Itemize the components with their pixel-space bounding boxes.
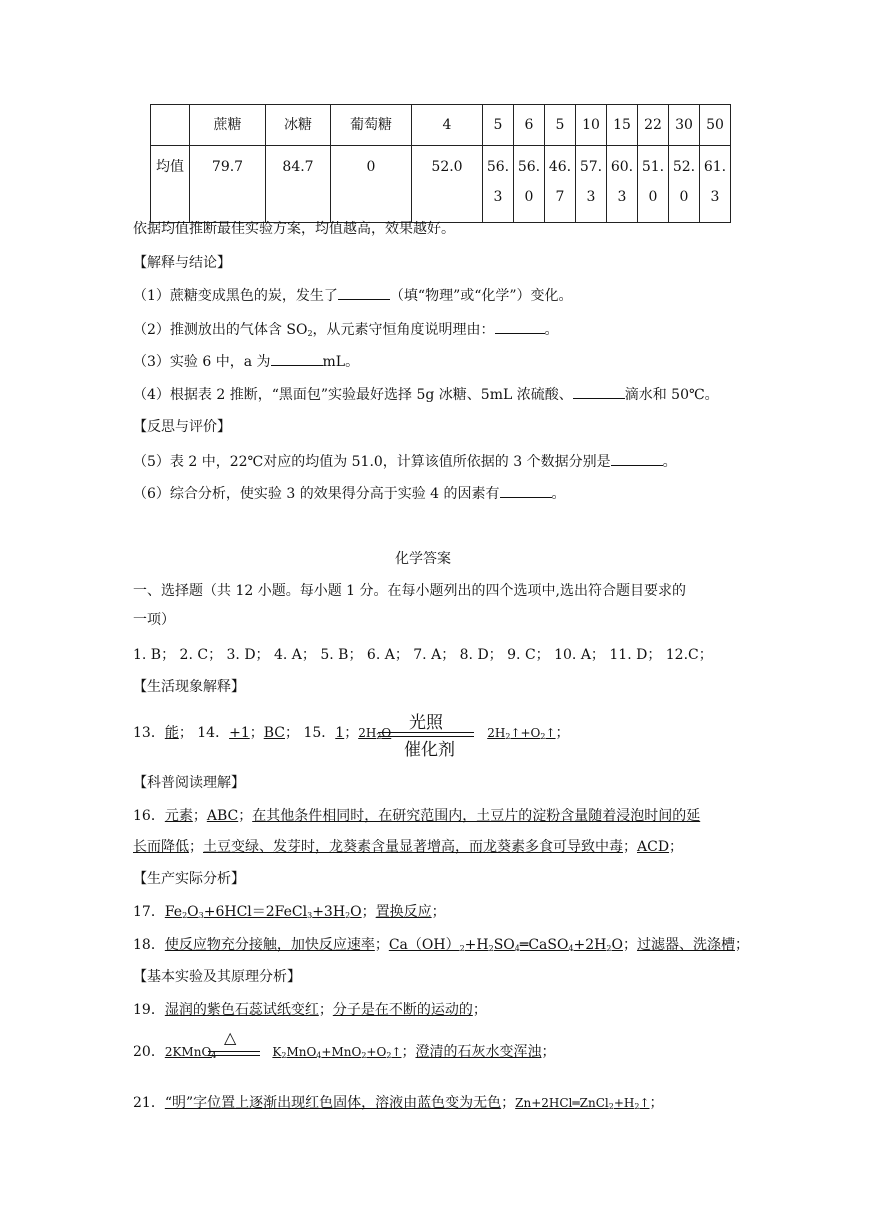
eq-part: Fe <box>164 904 183 920</box>
eq-part: SO <box>493 937 515 953</box>
table-cell: 蔗糖 <box>190 105 266 146</box>
table-cell: 冰糖 <box>266 105 331 146</box>
answer-value: 土豆变绿、发芽时，龙葵素含量显著增高，而龙葵素多食可导致中毒 <box>203 839 623 855</box>
subscript: 4 <box>316 1051 322 1060</box>
q1-text: （1）蔗糖变成黑色的炭，发生了 <box>133 288 338 304</box>
cell-text: 0 <box>679 189 689 205</box>
q3-text: （3）实验 6 中，a 为 <box>133 354 271 370</box>
separator: ； <box>192 808 207 824</box>
equation <box>515 1096 649 1110</box>
answer-value: BC <box>263 725 285 741</box>
separator: ； <box>361 904 376 920</box>
q6-text: （6）综合分析，使实验 3 的效果得分高于实验 4 的因素有 <box>133 486 500 502</box>
answer-number: 19． <box>133 1002 165 1018</box>
separator: ； <box>555 725 570 741</box>
answer-blank[interactable] <box>338 284 390 300</box>
cell-text: 0 <box>524 189 534 205</box>
q6-text: 。 <box>551 486 566 502</box>
heading-sci: 【科普阅读理解】 <box>133 775 245 791</box>
eq-part: +O <box>366 1045 387 1059</box>
heading-reflect: 【反思与评价】 <box>133 419 231 435</box>
subscript: 2 <box>182 911 188 920</box>
table-cell <box>266 146 331 223</box>
eq-part: 2H <box>487 726 506 740</box>
cell-text: 51. <box>641 159 665 175</box>
subscript: 4 <box>211 1051 217 1060</box>
table-cell <box>700 146 731 223</box>
subscript: 2 <box>505 732 511 741</box>
eq-part: +2H <box>573 937 607 953</box>
answer-value: 过滤器、洗涤槽 <box>636 937 735 953</box>
separator: ； <box>649 1095 664 1111</box>
cell-text: 0 <box>366 159 376 175</box>
table-cell: 30 <box>669 105 700 146</box>
eq-part: +3H <box>312 904 346 920</box>
cell-text: 56. <box>517 159 541 175</box>
subscript: 2 <box>488 944 494 953</box>
table-cell <box>151 146 190 223</box>
answer-number: 16． <box>133 808 165 824</box>
answer-number: 13． <box>133 725 165 741</box>
eq-part: 2KMnO <box>164 1045 212 1059</box>
table-cell: 22 <box>638 105 669 146</box>
answer-value: 1 <box>335 725 345 741</box>
subscript: 2 <box>345 911 351 920</box>
answer-blank[interactable] <box>495 318 545 334</box>
answer-value: 能 <box>164 725 179 741</box>
subscript: 2 <box>608 1102 614 1111</box>
cell-text: 3 <box>493 189 503 205</box>
answer-blank[interactable] <box>573 383 625 399</box>
cell-text: 56. <box>486 159 510 175</box>
answer-20 <box>133 1041 555 1067</box>
cell-text: 61. <box>703 159 727 175</box>
question-6 <box>133 482 566 505</box>
separator: ； <box>623 839 637 855</box>
heading-prod: 【生产实际分析】 <box>133 871 245 887</box>
cell-text: 0 <box>648 189 658 205</box>
answer-value: ABC <box>206 808 239 824</box>
table-cell: 葡萄糖 <box>331 105 412 146</box>
heading-life: 【生活现象解释】 <box>133 679 245 695</box>
answer-value: +1 <box>229 725 250 741</box>
table-cell <box>669 146 700 223</box>
subscript: 4 <box>514 944 520 953</box>
answer-value: ACD <box>637 839 670 855</box>
equation <box>165 1045 217 1059</box>
question-2 <box>133 318 559 345</box>
table-cell: 15 <box>607 105 638 146</box>
q3-text: mL。 <box>322 354 360 370</box>
answer-19 <box>133 999 487 1021</box>
section-1-title: 一、选择题（共 12 小题。每小题 1 分。在每小题列出的四个选项中,选出符合题目要求的 <box>133 583 686 599</box>
answer-title: 化学答案 <box>395 551 451 567</box>
eq-part: O <box>611 937 623 953</box>
eq-part: O <box>350 904 362 920</box>
subscript: 2 <box>540 732 546 741</box>
question-1 <box>133 284 573 307</box>
separator: ； <box>431 904 446 920</box>
separator: ； <box>501 1095 516 1111</box>
separator: ； <box>189 839 203 855</box>
equation <box>389 937 623 953</box>
cell-text: 52.0 <box>431 159 463 175</box>
eq-part: +6HCl＝2FeCl <box>203 904 308 920</box>
cell-text: 60. <box>610 159 634 175</box>
separator: ； <box>401 1044 416 1060</box>
separator: ； <box>541 1044 556 1060</box>
subscript: 2 <box>386 1051 392 1060</box>
cell-text: 79.7 <box>211 159 244 175</box>
separator: ； <box>318 1002 333 1018</box>
answer-17 <box>133 901 446 927</box>
separator: ； <box>472 1002 487 1018</box>
heading-explain: 【解释与结论】 <box>133 255 231 271</box>
heat-triangle: △ <box>224 1028 237 1047</box>
answer-value: 分子是在不断的运动的 <box>332 1002 473 1018</box>
separator: ； 15． <box>285 725 336 741</box>
table-cell: 6 <box>514 105 545 146</box>
question-4 <box>133 383 719 406</box>
table-cell <box>638 146 669 223</box>
question-5 <box>133 450 677 473</box>
table-cell <box>483 146 514 223</box>
subscript: 2 <box>307 329 313 338</box>
table-cell <box>576 146 607 223</box>
table-cell <box>545 146 576 223</box>
eq-part: ↑+O <box>510 726 541 740</box>
answer-number: 20． <box>133 1044 165 1060</box>
subscript: 2 <box>606 944 612 953</box>
cell-text: 3 <box>710 189 720 205</box>
subscript: 2 <box>281 1051 287 1060</box>
separator: ； <box>622 937 637 953</box>
separator: ； <box>734 937 749 953</box>
separator: ； <box>238 808 253 824</box>
eq-part: +H <box>613 1096 635 1110</box>
eq-part: MnO <box>286 1045 317 1059</box>
subscript: 2 <box>634 1102 640 1111</box>
separator: ； <box>249 725 264 741</box>
table-cell: 5 <box>483 105 514 146</box>
table-cell: 50 <box>700 105 731 146</box>
eq-part: ↑ <box>639 1096 650 1110</box>
eq-part: ↑ <box>545 726 556 740</box>
equation <box>272 1045 401 1059</box>
answer-21 <box>133 1092 664 1118</box>
section-1-title-cont: 一项） <box>133 612 175 628</box>
answer-value: 元素 <box>164 808 193 824</box>
answer-value: 湿润的紫色石蕊试纸变红 <box>164 1002 319 1018</box>
eq-part: Ca（OH） <box>388 937 460 953</box>
equation-right <box>487 726 555 740</box>
eq-part: K <box>272 1045 282 1059</box>
answer-value: “明”字位置上逐渐出现红色固体，溶液由蓝色变为无色 <box>164 1095 502 1111</box>
table-cell: 4 <box>412 105 483 146</box>
eq-part: 2H <box>358 726 377 740</box>
answer-value: 长而降低 <box>133 839 189 855</box>
q2-text: 。 <box>544 322 559 338</box>
subscript: 3 <box>307 911 313 920</box>
answer-number: 17． <box>133 904 165 920</box>
table-cell: 10 <box>576 105 607 146</box>
cell-text: 3 <box>617 189 627 205</box>
table-cell <box>412 146 483 223</box>
cell-text: 46. <box>548 159 572 175</box>
answer-blank[interactable] <box>611 450 663 466</box>
answer-value: 在其他条件相同时，在研究范围内，土豆片的淀粉含量随着浸泡时间的延 <box>252 808 701 824</box>
subscript: 2 <box>361 1051 367 1060</box>
subscript: 3 <box>198 911 204 920</box>
table-cell: 5 <box>545 105 576 146</box>
table-cell <box>514 146 545 223</box>
eq-part: +MnO <box>321 1045 362 1059</box>
table-cell <box>331 146 412 223</box>
answer-value: 澄清的石灰水变浑浊 <box>415 1044 542 1060</box>
eq-part: Zn+2HCl═ZnCl <box>515 1096 609 1110</box>
eq-part: ↑ <box>391 1045 402 1059</box>
intro-text: 依据均值推断最佳实验方案，均值越高，效果越好。 <box>133 221 455 237</box>
q5-text: （5）表 2 中，22℃对应的均值为 51.0，计算该值所依据的 3 个数据分别是 <box>133 454 611 470</box>
cell-text: 52. <box>672 159 696 175</box>
q4-text: 滴水和 50℃。 <box>624 387 719 403</box>
q5-text: 。 <box>662 454 677 470</box>
cell-text: 7 <box>555 189 565 205</box>
answer-number: 18． <box>133 937 165 953</box>
subscript: 2 <box>459 944 465 953</box>
answer-blank[interactable] <box>271 350 323 366</box>
answer-16 <box>133 805 700 827</box>
equals-sign-long <box>378 732 474 737</box>
eq-part: O <box>381 726 392 740</box>
separator: ； <box>344 725 359 741</box>
results-table <box>150 104 731 223</box>
cell-text: 57. <box>579 159 603 175</box>
cell-text: 84.7 <box>282 159 314 175</box>
eq-part: ═CaSO <box>519 937 569 953</box>
cell-text: 均值 <box>156 159 184 175</box>
q2-text: （2）推测放出的气体含 SO <box>133 322 308 338</box>
table-average-row <box>151 146 731 223</box>
eq-part: O <box>187 904 199 920</box>
cell-text: 3 <box>586 189 596 205</box>
table-header-row <box>151 105 731 146</box>
choice-answers: 1. B； 2. C； 3. D； 4. A； 5. B； 6. A； 7. A； 8. D； 9. C； 10. A； 11. D； 12.C； <box>133 647 713 663</box>
table-cell <box>190 146 266 223</box>
heading-basic: 【基本实验及其原理分析】 <box>133 969 301 985</box>
answer-blank[interactable] <box>500 482 552 498</box>
eq-part: +H <box>464 937 489 953</box>
answer-18 <box>133 934 749 960</box>
q4-text: （4）根据表 2 推断，“黑面包”实验最好选择 5g 冰糖、5mL 浓硫酸、 <box>133 387 573 403</box>
answer-value: 置换反应 <box>375 904 432 920</box>
table-cell <box>607 146 638 223</box>
separator: ； <box>374 937 389 953</box>
subscript: 2 <box>376 732 382 741</box>
separator: ； <box>669 839 684 855</box>
condition-top: 光照 <box>409 713 443 733</box>
table-cell <box>151 105 190 146</box>
separator: ； 14． <box>178 725 230 741</box>
equation <box>165 904 362 920</box>
answer-value: 使反应物充分接触，加快反应速率 <box>164 937 375 953</box>
q1-text: （填“物理”或“化学”）变化。 <box>389 288 573 304</box>
question-3 <box>133 350 359 373</box>
answer-16-cont <box>133 836 683 858</box>
answer-13-15 <box>133 722 570 748</box>
q2-text: ，从元素守恒角度说明理由： <box>312 322 495 338</box>
subscript: 4 <box>568 944 574 953</box>
condition-bottom: 催化剂 <box>404 740 455 760</box>
answer-number: 21． <box>133 1095 165 1111</box>
